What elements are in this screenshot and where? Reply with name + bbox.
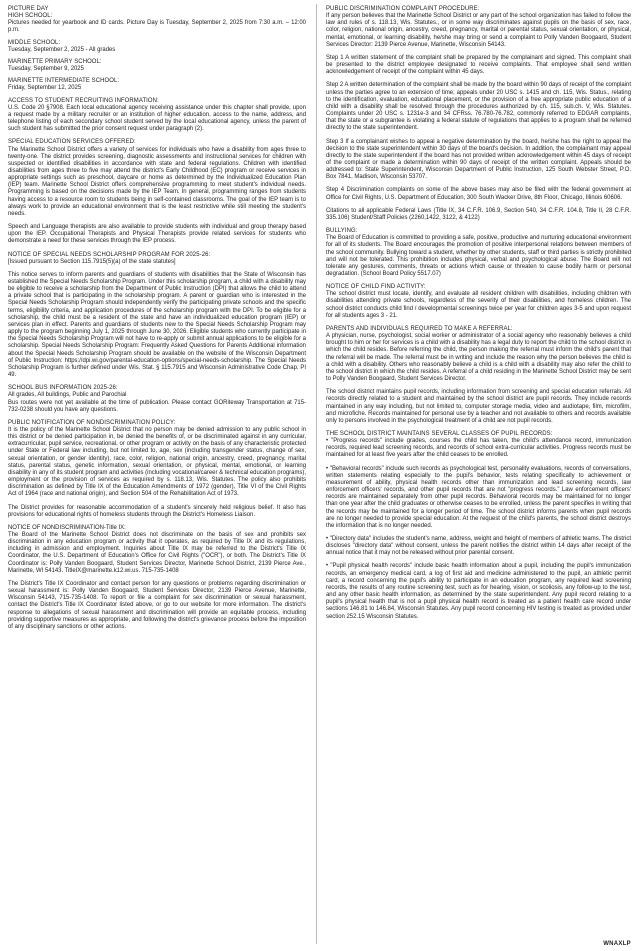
complaint-procedure-heading: PUBLIC DISCRIMINATION COMPLAINT PROCEDURE: bbox=[326, 6, 480, 12]
middle-school-text: Tuesday, September 2, 2025 - All grades bbox=[8, 46, 116, 53]
bullying-section bbox=[326, 228, 631, 278]
picture-day-text: Pictures needed for yearbook and ID cards. Picture Day is Tuesday, September 2, 2025 from 7:30 a.m. – 12:00 p.m. bbox=[8, 20, 306, 34]
child-find-section bbox=[326, 284, 631, 320]
primary-school-heading: MARINETTE PRIMARY SCHOOL: bbox=[8, 58, 102, 65]
special-education-section bbox=[8, 139, 306, 218]
child-find-text: The school district must locate, identify, and evaluate all resident children with disabilities, including children with disabilities attending private schools, regardless of the severity of their disabilities, and homeless children. The school district conducts child find / developmental screenings twice per year for children ages 3-5 and upon request for all students ages 3 - 21. bbox=[326, 291, 631, 319]
bus-info-heading: SCHOOL BUS INFORMATION 2025-26: bbox=[8, 385, 118, 392]
scholarship-heading: NOTICE OF SPECIAL NEEDS SCHOLARSHIP PROGRAM FOR 2025-26: bbox=[8, 251, 211, 258]
bus-info-text: Bus routes were not yet available at the time of publication. Please contact GORiteway Transportation at 715-732-0238 should you have any questions. bbox=[8, 399, 306, 413]
pupil-records-section bbox=[326, 389, 631, 425]
column-divider bbox=[316, 4, 317, 944]
picture-day-heading: PICTURE DAY bbox=[8, 6, 49, 12]
nondiscrimination-text: It is the policy of the Marinette School District that no person may be denied admission to any public school in this district or be denied participation in, be denied the benefits of, or be discriminated against in any curricular, extracurricular, pupil service, recreational, or other program or activity on the basis of any characteristic protected under State or Federal law including, but not limited to, age, sex (including transgender status, change of sex, sexual orientation, or gender identity), race, color, religion, national origin, ancestry, creed, pregnancy, marital status, parental status, genetic information, sexual orientation, or physical, mental, emotional, or learning disability in any of its student program and activities (including vocational/career & technical education programs), employment or the provision of services as required by s. 118.13, Wis. Statutes. The policy also prohibits discrimination as defined by Title IX of the Education Amendments of 1972 (gender), Title VI of the Civil Rights Act of 1964 (race and national origin), and Section 504 of the Rehabilitation Act of 1973. bbox=[8, 426, 306, 498]
list-item: • "Directory data" includes the student's name, address, weight and height of members of athletic teams. The district discloses "directory data" without consent, unless the parent notifies the district within 14 days after receipt of the annual notice that it may not be released without prior parental consent. bbox=[326, 536, 631, 557]
bullying-heading: BULLYING: bbox=[326, 228, 358, 235]
accommodation-text: The District provides for reasonable accommodation of a student's sincerely held religious belief. It also has provisions for educational rights of homeless students through the District's Homeless Liaison. bbox=[8, 504, 306, 518]
scholarship-section bbox=[8, 252, 306, 380]
title-ix-heading: NOTICE OF NONDISCRIMINATION-Title IX: bbox=[8, 524, 126, 531]
nondiscrimination-section bbox=[8, 420, 306, 499]
scholarship-text: This notice serves to inform parents and guardians of students with disabilities that the State of Wisconsin has established the Special Needs Scholarship Program. Under this scholarship program, a child with a disability may be eligible to receive a scholarship from the Department of Public Instruction (DPI) that allows the child to attend a private school that is participating in the scholarship program. A parent or guardian who is interested in the Special Needs Scholarship Program should independently verify the participating private schools and the specific terms, eligibility criteria, and application procedures of the scholarship program with the DPI. To be eligible for a scholarship, the child must be a resident of the state and have an individualized education program (IEP) or services plan in effect. Parents and guardians of students new to the Special Needs Scholarship Program may apply to the program beginning July 1, 2025 through June 30, 2026. Eligible students who currently participate in the Special Needs Scholarship Program will not have to re-apply or submit annual applications to be eligible for a scholarship. Special Needs Scholarship Program: Frequently Asked Questions for Parents Additional information about the Special Needs Scholarship Program should be available on the website of the Wisconsin Department of Public Instruction: https://dpi.wi.gov/parental-education-options/special-needs-scholarship. The Special Needs Scholarship Program is further defined under Wis. Stat. § 115.7915 and Wisconsin Administrative Code Chap. PI 49. bbox=[8, 271, 306, 379]
special-education-heading: SPECIAL EDUCATION SERVICES OFFERED: bbox=[8, 139, 136, 146]
child-find-heading: NOTICE OF CHILD FIND ACTIVITY: bbox=[326, 284, 426, 291]
list-item: • "Pupil physical health records" include basic health information about a pupil, including the pupil's immunization records, an emergency medical card, a log of first aid and medicine administered to the pupil, an athletic permit card, a record concerning the pupil's ability to participate in an education program, any required lead screening records, the results of any routine screening test, such as for hearing, vision, or scoliosis, any follow-up to the test, and any other basic health information, as determined by the state superintendent. Any pupil record relating to a pupil's physical health that is not a pupil physical health record is treated as a patient health care record under sections 146.81 to 146.84, Wisconsin Statutes. Any pupil record concerning HIV testing is treated as provided under section 252.15 Wisconsin Statutes. bbox=[326, 563, 631, 620]
bus-info-line: All grades, All buildings, Public and Parochial bbox=[8, 392, 127, 399]
middle-school-heading: MIDDLE SCHOOL: bbox=[8, 39, 61, 46]
intermediate-school-section bbox=[8, 78, 306, 92]
right-column bbox=[326, 6, 631, 627]
speech-language-section bbox=[8, 224, 306, 245]
special-education-text: The Marinette School District offers a variety of services for individuals who have a disability from ages three to twenty-one. The district provides screening, diagnostic assessments and instructional services for children with suspected or identified disabilities in accordance with state and federal regulations. Children with identified disabilities from ages three to five may attend the district's Early Childhood (EC) program or receive services in appropriate settings such as preschool, daycare or home as determined by the Individualized Education Plan (IEP) team. Marinette School District offers comprehensive programming to meet student's individual needs. Programming is based on the decisions made by the IEP Team. In general, programming ranges from students having access to a resource room to students being in self-contained classrooms. The goal of the IEP team is to always work to provide an educational environment that is the least restrictive while still meeting the student's needs. bbox=[8, 146, 306, 217]
accommodation-section bbox=[8, 505, 306, 519]
complaint-procedure-text: If any person believes that the Marinette School District or any part of the school organization has failed to follow the law and rules of s. 118.13, Wis. Statutes., or in some way discriminates against pupils on the basis of sex, race, color, religion, national origin, ancestry, creed, pregnancy, marital or parental status, sexual orientation, or physical, mental, emotional, or learning disability, he/she may bring or send a complaint to Polly Vanden Boogaard, Student Services Director: 2139 Pierce Avenue, Marinette, Wisconsin 54143. bbox=[326, 13, 631, 48]
complaint-step bbox=[326, 82, 631, 132]
step-1-text: Step 1 A written statement of the complaint shall be prepared by the complainant and signed. This complaint shall be presented to the district employee designated to receive complaints. That employee shall send written acknowledgement of receipt of the complaint within 45 days. bbox=[326, 54, 631, 76]
complaint-step bbox=[326, 187, 631, 201]
step-2-text: Step 2 A written determination of the complaint shall be made by the board within 90 days of receipt of the complaint unless the parties agree to an extension of time; appeals under 20 USC s. 1415 and ch. 115, Wis. Status., relating to the identification, evaluation, educational placement, or the provision of a free appropriate public education of a child with a disability shall be resolved through the procedures authorized by ch. 115, sub.ch. V, Wis. Statutes. Complaints under 20 USC s. 1231e-3 and 34 CFRss. 76.780-76.782, commonly referred to EDGAR complaints, that the state or a subgrantee is violating a federal statute of regulations that applies to a program shall be referred directly to the state superintendent. bbox=[326, 82, 631, 132]
title-ix-text: The Board of the Marinette School District does not discriminate on the basis of sex and prohibits sex discrimination in any education program or activity that it operates, as required by Title IX and its regulations, including in admission and employment. Inquiries about Title IX may be referred to the District's Title IX Coordinator, the U.S. Department of Education's Office for Civil Rights ("OCR"), or both. The District's Title IX Coordinator is: Polly Vanden Boogaard, Student Services Director, Marinette School District, 2139 Pierce Ave., Marinette, WI 54143. TitleIX@marinette.k12.wi.us. 715-735-1408 bbox=[8, 532, 306, 574]
step-3-text: Step 3 If a complainant wishes to appeal a negative determination by the board, he/she has the right to appeal the decision to the state superintendent within 30 days of the board's decision. In addition, the complainant may appeal directly to the state superintendent if the board has not provided written acknowledgement within 45 days of receipt of the complaint or made a determination within 90 days of receipt of the written complaint. Appeals should be addressed to: State Superintendent, Wisconsin Department of Public Instruction, 125 South Webster Street, P.O. Box 7841, Madison, Wisconsin 53707. bbox=[326, 138, 631, 181]
referral-section bbox=[326, 326, 631, 383]
record-classes-section bbox=[326, 431, 631, 621]
citations-text: Citations to all applicable Federal Laws (Title IX, 34 C.F.R. 106.9, Section 540, 34 C.F.R. 104.8, Title II, 28 C.F.R. 335.106) Student/Staff Policies (2260,1422, 3122, & 4122) bbox=[326, 207, 631, 221]
pupil-records-text: The school district maintains pupil records, including information from screening and special education referrals. All records directly related to a student and maintained by the school district are pupil records. They include records maintained in any way including, but not limited to, computer storage media, video and audiotape, film, microfilm, and microfiche. Records maintained for personal use by a teacher and not available to others and records available only to persons involved in the psychological treatment of a child are not pupil records. bbox=[326, 389, 631, 424]
complaint-step bbox=[326, 55, 631, 76]
referral-text: A physician, nurse, psychologist, social worker or administrator of a social agency who reasonably believes a child brought to him or her for services is a child with a disability has a legal duty to report the child to the school district in which the child resides. Before referring the child, the person making the referral must inform the child's parent that the referral will be made. The referral must be in writing and include the reason why the person believes the child is a child with a disability. Others who reasonably believe a child is a child with a disability may also refer the child to the school district in which the child resides. A referral of a child residing in the Marinette School District may be sent to Polly Vanden Boogaard, Student Services Director. bbox=[326, 333, 631, 383]
complaint-step bbox=[326, 139, 631, 182]
title-ix-coordinator-text: The District's Title IX Coordinator and contact person for any questions or problems regarding discrimination or sexual harassment is: Polly Vanden Boogaard, Student Services Director, 2139 Pierce Avenue, Marinette, Wisconsin 54143, 715-735-1408. To report or file a complaint for sex discrimination or sexual harassment, contact the District's Title IX Coordinator listed above, or go to our website for more information. The district's response to allegations of sexual harassment and discrimination will provide an equitable process, including providing supportive measures as appropriate, and following the district's grievance process before the imposition of any disciplinary sanctions or other actions. bbox=[8, 580, 306, 630]
recruiting-text: U.S. Code 20 §7908. Each local educational agency receiving assistance under this chapter shall provide, upon a request made by a military recruiter or an institution of higher education, access to the name, address, and telephone listing of each secondary school student served by the local educational agency, unless the parent of such student has submitted the prior consent request under paragraph (2). bbox=[8, 104, 306, 133]
record-classes-list bbox=[326, 438, 631, 621]
middle-school-section bbox=[8, 40, 306, 54]
complaint-procedure-section bbox=[326, 6, 631, 49]
speech-language-text: Speech and Language therapists are also available to provide students with individual and group therapy based upon the IEP. Occupational Therapists and Physical Therapists provide related services for students who demonstrate a need for these services through the IEP process. bbox=[8, 224, 306, 245]
citations-section bbox=[326, 208, 631, 222]
footer-code: WNAXLP bbox=[603, 941, 631, 947]
bus-info-section bbox=[8, 385, 306, 414]
record-classes-heading: THE SCHOOL DISTRICT MAINTAINS SEVERAL CLASSES OF PUPIL RECORDS: bbox=[326, 430, 553, 437]
intermediate-school-text: Friday, September 12, 2025 bbox=[8, 85, 82, 92]
title-ix-coordinator-section bbox=[8, 581, 306, 631]
intermediate-school-heading: MARINETTE INTERMEDIATE SCHOOL: bbox=[8, 78, 120, 85]
nondiscrimination-heading: PUBLIC NOTIFICATION OF NONDISCRIMINATION POLICY: bbox=[8, 419, 176, 426]
step-4-text: Step 4 Discrimination complaints on some of the above bases may also be filed with the federal government at Office for Civil Rights, U.S. Department of Education, 300 South Wacker Drive, 8th Floor, Chicago, Illinois 60606. bbox=[326, 187, 631, 201]
high-school-heading: HIGH SCHOOL: bbox=[8, 13, 53, 20]
scholarship-issued: [Issued pursuant to Section 115.7915(5)(a) of the state statutes] bbox=[8, 258, 176, 265]
recruiting-heading: ACCESS TO STUDENT RECRUITING INFORMATION: bbox=[8, 97, 159, 104]
picture-day-section bbox=[8, 6, 306, 35]
title-ix-section bbox=[8, 525, 306, 575]
primary-school-section bbox=[8, 59, 306, 73]
list-item: • "Behavioral records" include such records as psychological test, personality evaluations, records of conversations, written statements relating especially to the pupil's behavior, tests relating specifically to achievement or measurement of ability, physical health records other than immunization and lead screening records, law enforcement officers' records, and other pupil records that are not "progress records." Law enforcement officers' records are maintained separately from other pupil records. Behavioral records may be maintained for no longer than one year after the child graduates or otherwise ceases to be enrolled, unless the parent specifies in writing that the records may be maintained for a longer period of time. The school district informs parents when pupil records are no longer needed to provide special education. At the request of the child's parents, the school district destroys the information that is no longer needed. bbox=[326, 466, 631, 530]
list-item: • "Progress records" include grades, courses the child has taken, the child's attendance record, immunization records, required lead screening records, and records of school extra-curricular activities. Progress records must be maintained for at least five years after the child ceases to be enrolled. bbox=[326, 438, 631, 459]
recruiting-section bbox=[8, 98, 306, 134]
left-column bbox=[8, 6, 306, 637]
bullying-text: The Board of Education is committed to providing a safe, positive, productive and nurturing educational environment for all of its students. The Board encourages the promotion of positive interpersonal relations between members of the school community. Bullying toward a student, whether by other students, staff or third parties is strictly prohibited and will not be tolerated. This prohibition includes physical, verbal and psychological abuse. The Board will not tolerate any gestures, comments, threats or actions which cause or threaten to cause bodily harm or personal degradation. (School Board Policy 5517.07) bbox=[326, 235, 631, 277]
primary-school-text: Tuesday, September 9, 2025 bbox=[8, 66, 84, 73]
referral-heading: PARENTS AND INDIVIDUALS REQUIRED TO MAKE A REFERRAL: bbox=[326, 325, 513, 332]
